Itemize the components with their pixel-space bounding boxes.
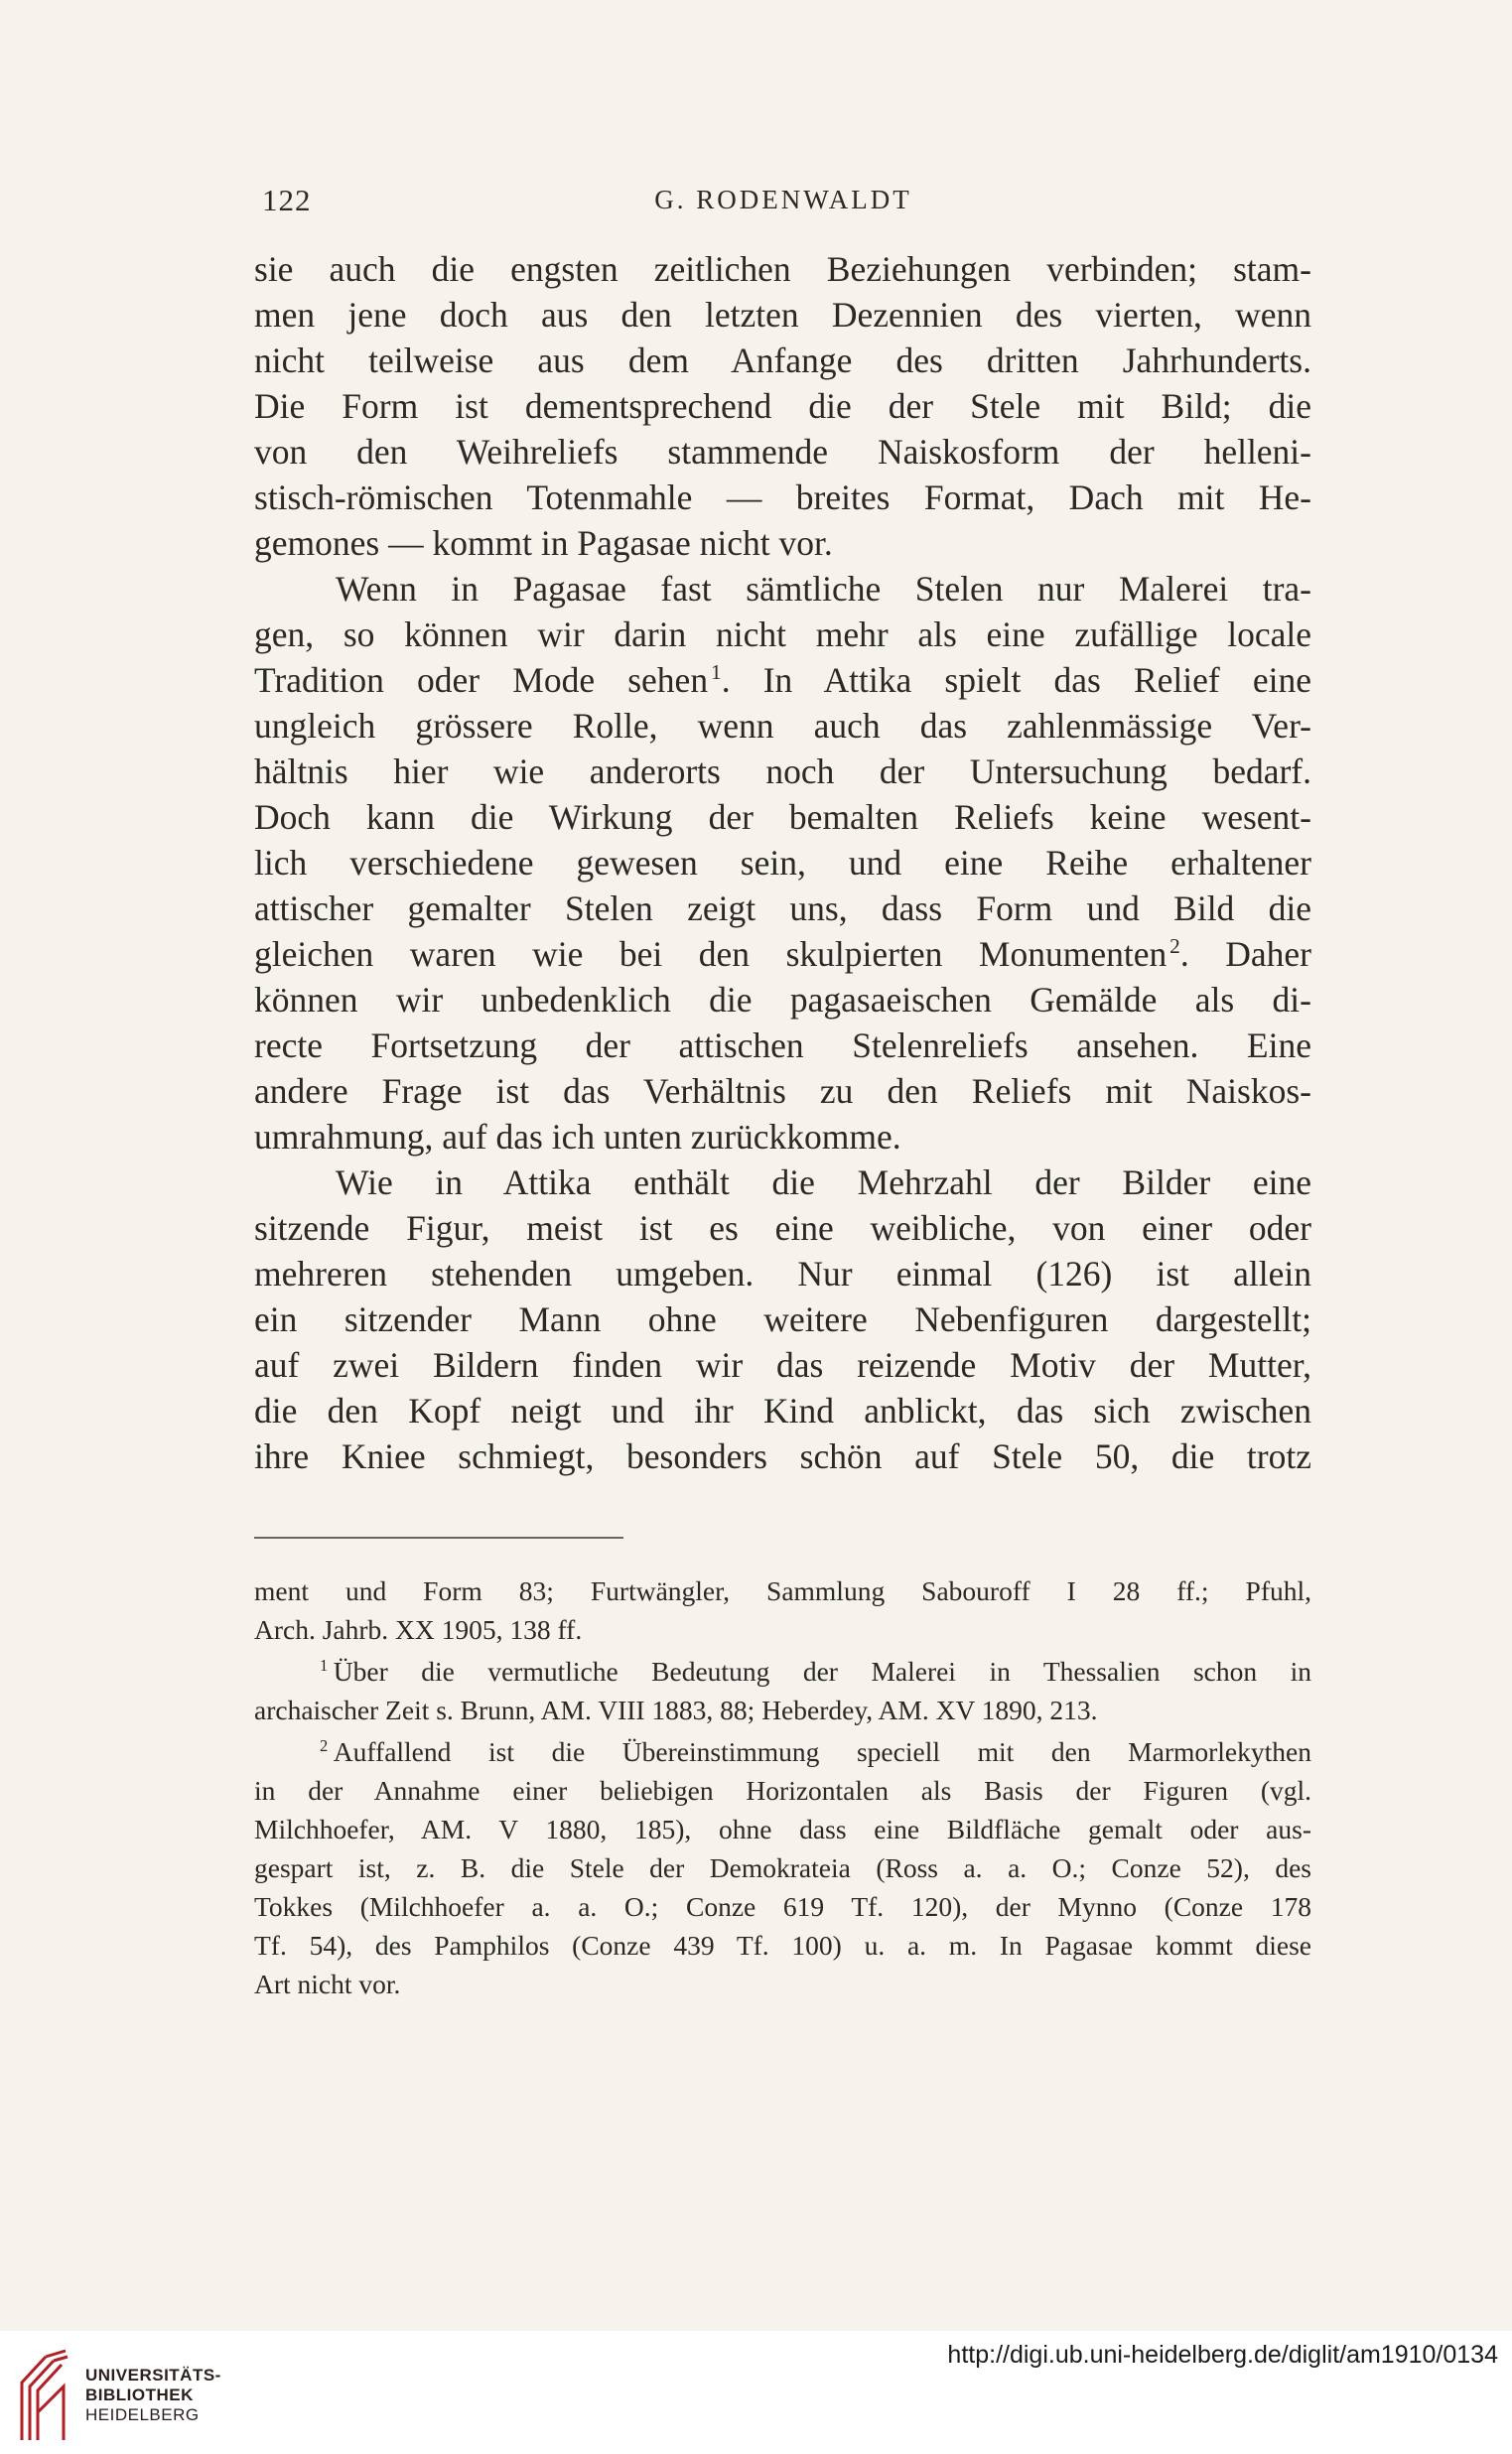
text-line-with-note-ref [254,931,1311,977]
text-line: sitzende Figur, meist ist es eine weibliche, von einer oder [254,1208,1311,1248]
footnote-1 [254,1652,1311,1691]
text-line: hältnis hier wie anderorts noch der Untersuchung bedarf. [254,751,1311,791]
footnote-line: Über die vermutliche Bedeutung der Malerei in Thessalien schon in [333,1656,1311,1687]
text-line: attischer gemalter Stelen zeigt uns, dass Form und Bild die [254,888,1311,928]
running-head [255,183,1311,222]
library-logo-icon[interactable] [16,2343,71,2446]
text-span: Tradition oder Mode sehen [254,660,709,700]
footnote-mark-2: 2 [320,1735,329,1755]
footnote-line: Tokkes (Milchhoefer a. a. O.; Conze 619 Tf. 120), der Mynno (Conze 178 [254,1891,1311,1922]
running-title: G. RODENWALDT [654,185,912,214]
footnote-line: Arch. Jahrb. XX 1905, 138 ff. [254,1614,583,1645]
footnote-line: Milchhoefer, AM. V 1880, 185), ohne dass eine Bildfläche gemalt oder aus- [254,1814,1311,1844]
footnote-line: gespart ist, z. B. die Stele der Demokrateia (Ross a. a. O.; Conze 52), des [254,1852,1311,1883]
footnote-line: Auffallend ist die Übereinstimmung speciell mit den Marmorlekythen [333,1736,1311,1767]
text-line: die den Kopf neigt und ihr Kind anblickt, das sich zwischen [254,1391,1311,1431]
text-line: ihre Kniee schmiegt, besonders schön auf Stele 50, die trotz [254,1436,1311,1476]
text-line: lich verschiedene gewesen sein, und eine Reihe erhaltener [254,843,1311,883]
text-line: stisch-römischen Totenmahle — breites Format, Dach mit He- [254,477,1311,517]
library-name [85,2366,221,2425]
text-span: . In Attika spielt das Relief eine [721,660,1311,700]
text-line: gemones — kommt in Pagasae nicht vor. [254,523,833,563]
body-text [254,246,1311,1479]
text-line: mehreren stehenden umgeben. Nur einmal (126) ist allein [254,1254,1311,1294]
text-line: umrahmung, auf das ich unten zurückkomme. [254,1117,901,1157]
text-span: . Daher [1179,934,1311,974]
library-name-line: HEIDELBERG [85,2405,200,2424]
text-line: können wir unbedenklich die pagasaeischen Gemälde als di- [254,980,1311,1020]
text-span: gleichen waren wie bei den skulpierten Monumenten [254,934,1168,974]
page-number: 122 [262,183,312,217]
footnote-line: Tf. 54), des Pamphilos (Conze 439 Tf. 100) u. a. m. In Pagasae kommt diese [254,1930,1311,1961]
library-name-line: UNIVERSITÄTS- [85,2366,221,2385]
text-line: recte Fortsetzung der attischen Stelenreliefs ansehen. Eine [254,1025,1311,1065]
footnote-divider [254,1537,623,1539]
footnote-line: archaischer Zeit s. Brunn, AM. VIII 1883, 88; Heberdey, AM. XV 1890, 213. [254,1695,1098,1725]
text-line: gen, so können wir darin nicht mehr als eine zufällige locale [254,614,1311,654]
text-line: auf zwei Bildern finden wir das reizende Motiv der Mutter, [254,1345,1311,1385]
footnote-ref-1[interactable]: 1 [711,660,722,685]
footnote-line: ment und Form 83; Furtwängler, Sammlung Sabouroff I 28 ff.; Pfuhl, [254,1575,1311,1606]
footnote-ref-2[interactable]: 2 [1169,934,1180,959]
footnote-mark-1: 1 [320,1655,329,1675]
text-line: Wie in Attika enthält die Mehrzahl der Bilder eine [336,1162,1311,1202]
library-name-line: BIBLIOTHEK [85,2386,194,2404]
text-line-with-note-ref [254,657,1311,703]
footnote-line: in der Annahme einer beliebigen Horizontalen als Basis der Figuren (vgl. [254,1775,1311,1806]
text-line: men jene doch aus den letzten Dezennien des vierten, wenn [254,295,1311,335]
footnote-2 [254,1732,1311,1771]
text-line: Die Form ist dementsprechend die der Stele mit Bild; die [254,386,1311,426]
text-line: andere Frage ist das Verhältnis zu den Reliefs mit Naiskos- [254,1071,1311,1111]
text-line: von den Weihreliefs stammende Naiskosform der helleni- [254,432,1311,472]
text-line: Doch kann die Wirkung der bemalten Reliefs keine wesent- [254,797,1311,837]
footnotes [254,1571,1311,2003]
footnote-line: Art nicht vor. [254,1969,401,1999]
text-line: ungleich grössere Rolle, wenn auch das zahlenmässige Ver- [254,706,1311,746]
text-line: Wenn in Pagasae fast sämtliche Stelen nur Malerei tra- [336,569,1311,609]
text-line: ein sitzender Mann ohne weitere Nebenfiguren dargestellt; [254,1299,1311,1339]
source-url-link[interactable]: http://digi.ub.uni-heidelberg.de/diglit/am1910/0134 [947,2341,1498,2369]
text-line: sie auch die engsten zeitlichen Beziehungen verbinden; stam- [254,249,1311,289]
text-line: nicht teilweise aus dem Anfange des dritten Jahrhunderts. [254,341,1311,380]
